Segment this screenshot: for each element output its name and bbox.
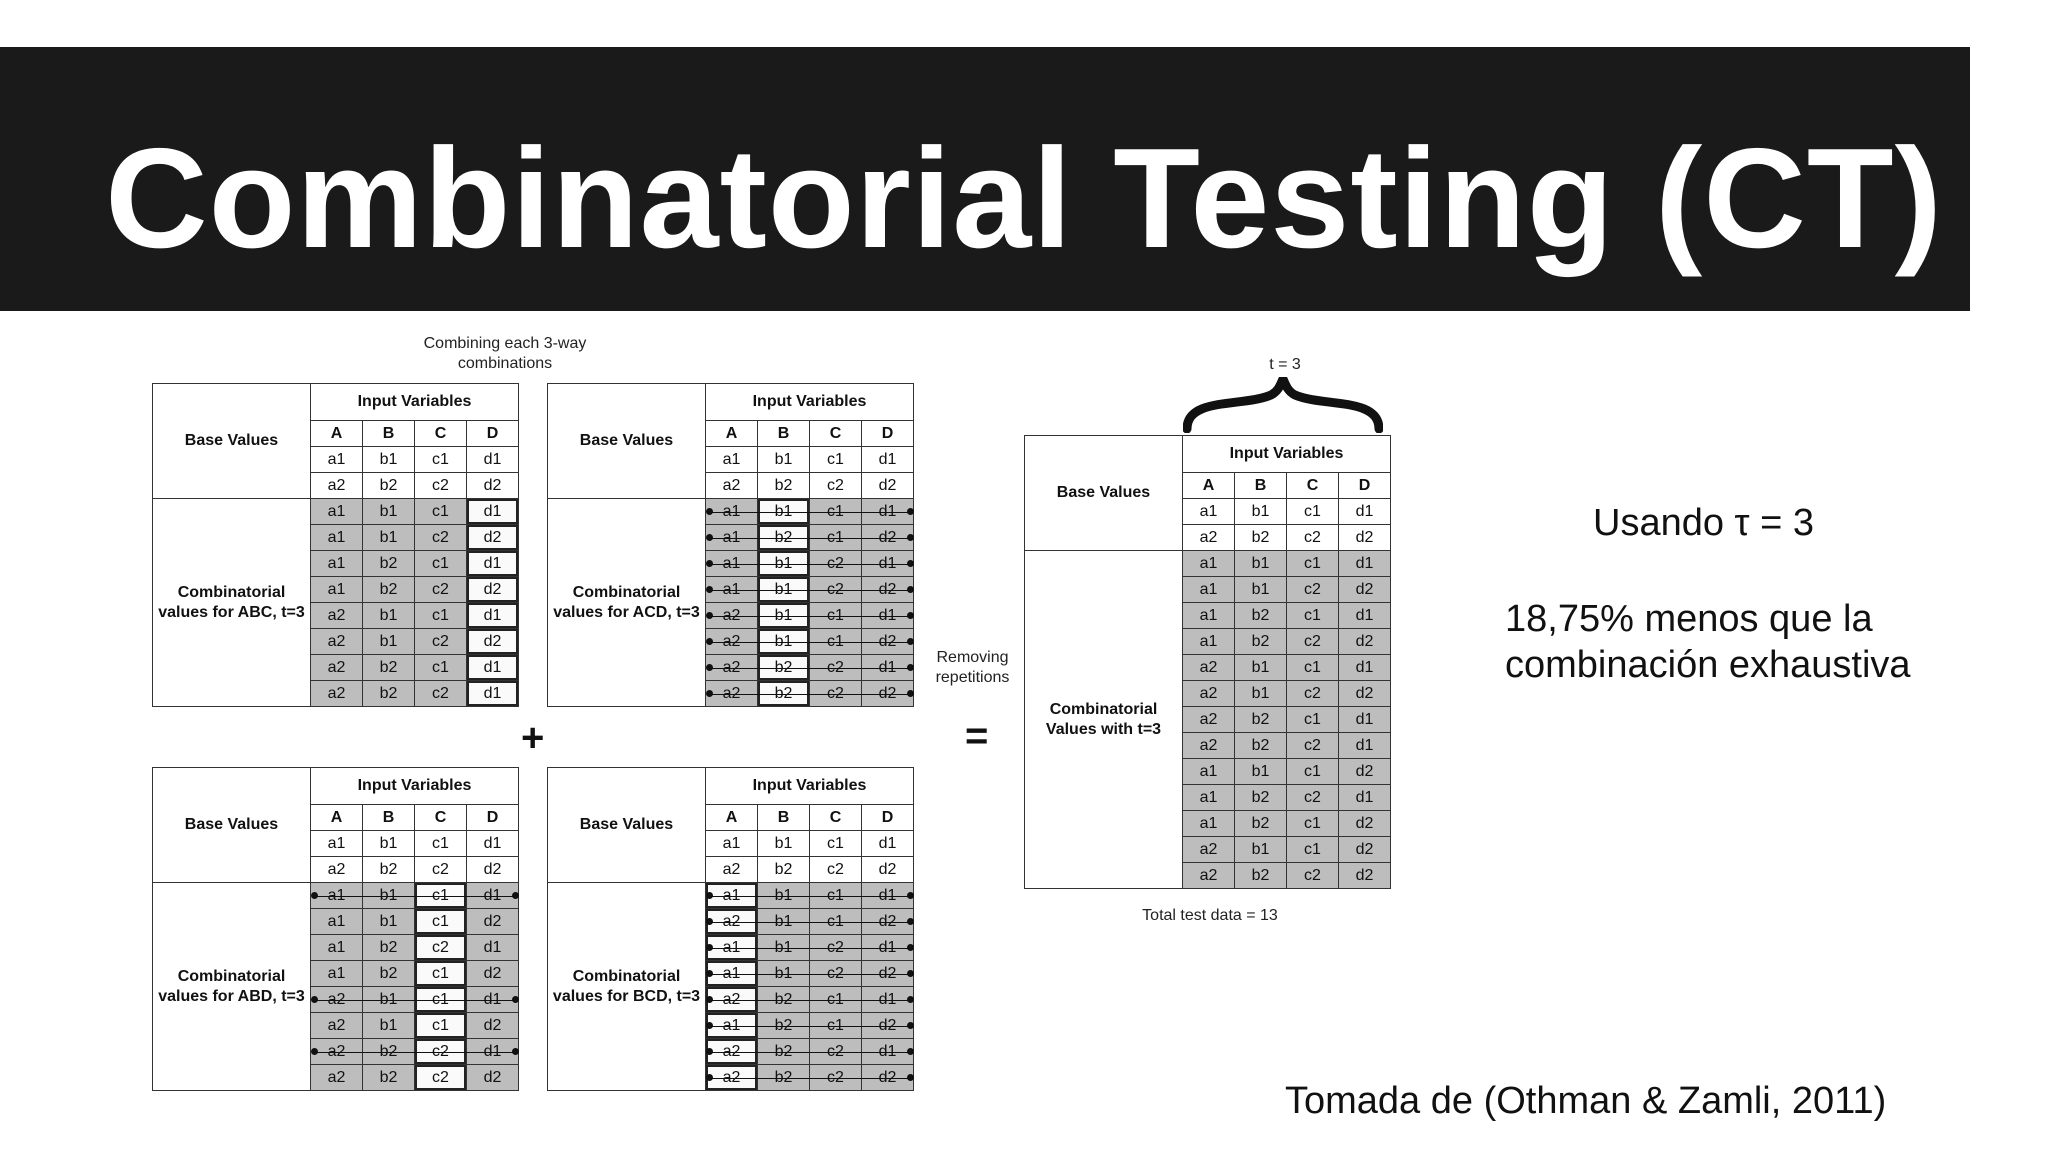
table-row: [153, 499, 519, 525]
value-cell: d2: [1339, 577, 1391, 603]
value-cell: a2: [311, 603, 363, 629]
value-cell: d1: [862, 987, 914, 1013]
value-cell: b2: [1235, 785, 1287, 811]
value-cell: b2: [1235, 603, 1287, 629]
value-cell: a2: [311, 1013, 363, 1039]
value-cell: b1: [363, 909, 415, 935]
value-cell: c2: [810, 1039, 862, 1065]
variable-header: A: [311, 421, 363, 447]
value-cell: d1: [1339, 785, 1391, 811]
base-value-cell: d2: [467, 857, 519, 883]
value-cell: d2: [862, 909, 914, 935]
value-cell: d2: [467, 1013, 519, 1039]
table-acd: [547, 383, 914, 707]
value-cell: d2: [467, 1065, 519, 1091]
value-cell: c1: [810, 525, 862, 551]
input-variables-header: Input Variables: [706, 768, 914, 805]
combinatorial-label: Combinatorial values for ABD, t=3: [153, 883, 311, 1091]
value-cell: c1: [1287, 603, 1339, 629]
strike-line: [710, 896, 910, 897]
table-abd: [152, 767, 519, 1091]
usando-text: Usando τ = 3: [1593, 502, 1814, 544]
strike-line: [710, 974, 910, 975]
value-cell: d1: [862, 499, 914, 525]
value-cell: c2: [1287, 629, 1339, 655]
variable-header: C: [415, 421, 467, 447]
value-cell: c1: [415, 655, 467, 681]
base-value-cell: c2: [1287, 525, 1339, 551]
value-cell: c1: [1287, 837, 1339, 863]
base-value-cell: b2: [363, 857, 415, 883]
variable-header: B: [363, 805, 415, 831]
brace-icon: [1183, 377, 1383, 433]
value-cell: b1: [1235, 577, 1287, 603]
base-values-label: Base Values: [153, 384, 311, 499]
value-cell: a2: [706, 1065, 758, 1091]
value-cell: a1: [311, 935, 363, 961]
base-value-cell: c2: [810, 473, 862, 499]
value-cell: c2: [1287, 733, 1339, 759]
value-cell: a2: [706, 603, 758, 629]
value-cell: a1: [706, 935, 758, 961]
value-cell: c1: [415, 987, 467, 1013]
value-cell: a1: [311, 551, 363, 577]
value-cell: a2: [706, 629, 758, 655]
combinatorial-label: Combinatorial values for ACD, t=3: [548, 499, 706, 707]
value-cell: b1: [758, 909, 810, 935]
base-value-cell: b1: [1235, 499, 1287, 525]
base-value-cell: d2: [862, 857, 914, 883]
value-cell: b1: [363, 987, 415, 1013]
variable-header: A: [706, 421, 758, 447]
value-cell: b1: [1235, 759, 1287, 785]
value-cell: d1: [467, 883, 519, 909]
base-value-cell: b2: [758, 857, 810, 883]
value-cell: d1: [862, 935, 914, 961]
source-text: Tomada de (Othman & Zamli, 2011): [1285, 1080, 1887, 1122]
strike-line: [710, 668, 910, 669]
base-value-cell: d1: [467, 447, 519, 473]
base-value-cell: d1: [1339, 499, 1391, 525]
base-value-cell: a2: [706, 857, 758, 883]
value-cell: a1: [1183, 551, 1235, 577]
base-value-cell: a1: [706, 447, 758, 473]
value-cell: b2: [1235, 733, 1287, 759]
base-values-label: Base Values: [548, 768, 706, 883]
base-value-cell: b2: [758, 473, 810, 499]
value-cell: d2: [862, 1013, 914, 1039]
value-cell: a1: [311, 883, 363, 909]
value-cell: a1: [311, 525, 363, 551]
value-cell: a2: [311, 655, 363, 681]
table-bcd: [547, 767, 914, 1091]
base-value-cell: d2: [1339, 525, 1391, 551]
value-cell: b1: [758, 577, 810, 603]
variable-header: C: [1287, 473, 1339, 499]
value-cell: c1: [810, 909, 862, 935]
value-cell: a1: [311, 577, 363, 603]
value-cell: d2: [1339, 811, 1391, 837]
value-cell: a2: [1183, 655, 1235, 681]
value-cell: a2: [311, 987, 363, 1013]
value-cell: b1: [363, 883, 415, 909]
value-cell: d1: [1339, 603, 1391, 629]
value-cell: b2: [758, 525, 810, 551]
value-cell: c1: [810, 603, 862, 629]
value-cell: d2: [467, 961, 519, 987]
variable-header: D: [1339, 473, 1391, 499]
value-cell: c1: [415, 1013, 467, 1039]
value-cell: a1: [706, 961, 758, 987]
variable-header: D: [467, 421, 519, 447]
base-value-cell: a2: [311, 857, 363, 883]
value-cell: d1: [467, 655, 519, 681]
value-cell: c1: [1287, 759, 1339, 785]
base-values-label: Base Values: [548, 384, 706, 499]
strike-line: [710, 538, 910, 539]
strike-line: [710, 922, 910, 923]
variable-header: D: [862, 421, 914, 447]
value-cell: c1: [810, 499, 862, 525]
value-cell: d2: [1339, 759, 1391, 785]
value-cell: b2: [363, 655, 415, 681]
variable-header: C: [810, 421, 862, 447]
value-cell: d1: [467, 1039, 519, 1065]
value-cell: d2: [467, 525, 519, 551]
value-cell: d1: [467, 499, 519, 525]
value-cell: d1: [467, 935, 519, 961]
value-cell: b1: [758, 603, 810, 629]
base-value-cell: a1: [311, 831, 363, 857]
value-cell: c1: [1287, 707, 1339, 733]
combinatorial-label: Combinatorial Values with t=3: [1025, 551, 1183, 889]
value-cell: c1: [415, 909, 467, 935]
value-cell: d1: [467, 987, 519, 1013]
value-cell: b1: [1235, 837, 1287, 863]
value-cell: b2: [363, 681, 415, 707]
value-cell: d2: [862, 577, 914, 603]
variable-header: B: [758, 421, 810, 447]
value-cell: d2: [862, 681, 914, 707]
base-value-cell: d1: [467, 831, 519, 857]
value-cell: a2: [1183, 707, 1235, 733]
value-cell: c1: [810, 629, 862, 655]
value-cell: b1: [363, 499, 415, 525]
input-variables-header: Input Variables: [311, 384, 519, 421]
value-cell: a1: [706, 577, 758, 603]
value-cell: b1: [363, 629, 415, 655]
value-cell: d2: [1339, 837, 1391, 863]
value-cell: c2: [415, 577, 467, 603]
percent-line2: combinación exhaustiva: [1505, 644, 1911, 686]
value-cell: b1: [758, 961, 810, 987]
base-value-cell: b1: [363, 447, 415, 473]
value-cell: a1: [1183, 785, 1235, 811]
value-cell: a1: [706, 525, 758, 551]
value-cell: a1: [311, 961, 363, 987]
variable-header: C: [810, 805, 862, 831]
base-value-cell: a2: [1183, 525, 1235, 551]
value-cell: b1: [1235, 655, 1287, 681]
value-cell: b1: [363, 603, 415, 629]
base-values-label: Base Values: [153, 768, 311, 883]
value-cell: c2: [810, 577, 862, 603]
strike-line: [315, 896, 515, 897]
variable-header: A: [311, 805, 363, 831]
value-cell: b2: [758, 655, 810, 681]
value-cell: c2: [1287, 577, 1339, 603]
variable-header: B: [1235, 473, 1287, 499]
value-cell: a2: [706, 655, 758, 681]
value-cell: b2: [1235, 707, 1287, 733]
base-value-cell: c2: [810, 857, 862, 883]
value-cell: d1: [1339, 733, 1391, 759]
value-cell: a2: [1183, 837, 1235, 863]
value-cell: a2: [1183, 681, 1235, 707]
value-cell: c1: [1287, 655, 1339, 681]
value-cell: b1: [758, 551, 810, 577]
value-cell: a2: [311, 681, 363, 707]
base-value-cell: c1: [1287, 499, 1339, 525]
combinatorial-label: Combinatorial values for BCD, t=3: [548, 883, 706, 1091]
t-label: t = 3: [1269, 356, 1301, 373]
value-cell: a1: [706, 1013, 758, 1039]
value-cell: b2: [1235, 629, 1287, 655]
value-cell: d2: [862, 629, 914, 655]
slide-title: Combinatorial Testing (CT): [105, 119, 1943, 278]
value-cell: c2: [415, 1039, 467, 1065]
strike-line: [315, 1052, 515, 1053]
base-value-cell: d1: [862, 447, 914, 473]
value-cell: c2: [415, 629, 467, 655]
base-value-cell: a1: [311, 447, 363, 473]
value-cell: c2: [415, 525, 467, 551]
value-cell: b1: [758, 499, 810, 525]
value-cell: d1: [1339, 707, 1391, 733]
value-cell: d1: [862, 883, 914, 909]
base-value-cell: d2: [467, 473, 519, 499]
value-cell: b2: [363, 961, 415, 987]
value-cell: a2: [1183, 863, 1235, 889]
value-cell: c1: [415, 961, 467, 987]
strike-line: [710, 512, 910, 513]
base-values-label: Base Values: [1025, 436, 1183, 551]
value-cell: a1: [1183, 577, 1235, 603]
value-cell: c1: [415, 603, 467, 629]
percent-line1: 18,75% menos que la: [1505, 598, 1873, 640]
value-cell: d1: [862, 655, 914, 681]
base-value-cell: a2: [706, 473, 758, 499]
value-cell: a2: [706, 987, 758, 1013]
combining-caption: Combining each 3-way combinations: [423, 335, 587, 372]
value-cell: c2: [810, 961, 862, 987]
base-value-cell: b2: [1235, 525, 1287, 551]
strike-line: [710, 1000, 910, 1001]
value-cell: a2: [311, 1065, 363, 1091]
base-value-cell: b1: [363, 831, 415, 857]
variable-header: D: [467, 805, 519, 831]
value-cell: b1: [758, 883, 810, 909]
value-cell: c1: [810, 987, 862, 1013]
value-cell: a2: [311, 629, 363, 655]
value-cell: b2: [363, 551, 415, 577]
base-value-cell: d2: [862, 473, 914, 499]
value-cell: a1: [1183, 759, 1235, 785]
value-cell: a1: [311, 499, 363, 525]
value-cell: b1: [1235, 681, 1287, 707]
value-cell: c2: [810, 655, 862, 681]
value-cell: b2: [363, 1039, 415, 1065]
value-cell: b2: [363, 577, 415, 603]
variable-header: A: [1183, 473, 1235, 499]
base-value-cell: a2: [311, 473, 363, 499]
strike-line: [710, 616, 910, 617]
value-cell: b2: [758, 1013, 810, 1039]
base-value-cell: c1: [415, 831, 467, 857]
value-cell: d2: [862, 525, 914, 551]
variable-header: B: [363, 421, 415, 447]
value-cell: d2: [467, 577, 519, 603]
variable-header: C: [415, 805, 467, 831]
base-value-cell: b2: [363, 473, 415, 499]
strike-line: [710, 590, 910, 591]
value-cell: c2: [1287, 863, 1339, 889]
strike-line: [710, 1052, 910, 1053]
value-cell: c1: [810, 883, 862, 909]
base-value-cell: c1: [810, 447, 862, 473]
value-cell: a2: [311, 1039, 363, 1065]
base-value-cell: b1: [758, 447, 810, 473]
value-cell: a1: [706, 551, 758, 577]
value-cell: a1: [1183, 603, 1235, 629]
value-cell: b2: [1235, 811, 1287, 837]
value-cell: a2: [706, 1039, 758, 1065]
value-cell: b2: [363, 1065, 415, 1091]
removing-caption: Removing repetitions: [935, 649, 1010, 686]
base-value-cell: b1: [758, 831, 810, 857]
strike-line: [710, 1026, 910, 1027]
input-variables-header: Input Variables: [311, 768, 519, 805]
value-cell: b1: [1235, 551, 1287, 577]
base-value-cell: d1: [862, 831, 914, 857]
value-cell: a2: [706, 909, 758, 935]
value-cell: d2: [862, 961, 914, 987]
value-cell: c2: [1287, 681, 1339, 707]
value-cell: d2: [467, 629, 519, 655]
value-cell: d2: [1339, 863, 1391, 889]
value-cell: d1: [1339, 551, 1391, 577]
value-cell: c1: [415, 883, 467, 909]
value-cell: c1: [810, 1013, 862, 1039]
value-cell: c2: [1287, 785, 1339, 811]
base-value-cell: a1: [1183, 499, 1235, 525]
table-result: [1024, 435, 1391, 889]
value-cell: b2: [758, 1039, 810, 1065]
value-cell: d1: [467, 551, 519, 577]
value-cell: a1: [706, 499, 758, 525]
value-cell: d2: [1339, 681, 1391, 707]
value-cell: d1: [862, 1039, 914, 1065]
total-caption: Total test data = 13: [1142, 907, 1278, 924]
variable-header: A: [706, 805, 758, 831]
strike-line: [710, 1078, 910, 1079]
value-cell: a1: [706, 883, 758, 909]
table-row: [1025, 551, 1391, 577]
base-value-cell: c1: [810, 831, 862, 857]
value-cell: a1: [311, 909, 363, 935]
value-cell: b2: [1235, 863, 1287, 889]
base-value-cell: c2: [415, 857, 467, 883]
variable-header: D: [862, 805, 914, 831]
value-cell: c2: [810, 681, 862, 707]
value-cell: b2: [758, 1065, 810, 1091]
variable-header: B: [758, 805, 810, 831]
value-cell: c1: [1287, 551, 1339, 577]
value-cell: b2: [758, 681, 810, 707]
value-cell: a2: [1183, 733, 1235, 759]
value-cell: d1: [467, 681, 519, 707]
base-value-cell: c1: [415, 447, 467, 473]
value-cell: c1: [1287, 811, 1339, 837]
value-cell: c2: [415, 1065, 467, 1091]
value-cell: c2: [415, 681, 467, 707]
table-abc: [152, 383, 519, 707]
strike-line: [710, 694, 910, 695]
value-cell: c2: [415, 935, 467, 961]
value-cell: b2: [363, 935, 415, 961]
value-cell: c1: [415, 499, 467, 525]
strike-line: [710, 948, 910, 949]
value-cell: d1: [862, 603, 914, 629]
value-cell: d2: [862, 1065, 914, 1091]
input-variables-header: Input Variables: [1183, 436, 1391, 473]
value-cell: d1: [467, 603, 519, 629]
equals-operator: =: [965, 714, 989, 758]
base-value-cell: c2: [415, 473, 467, 499]
strike-line: [710, 564, 910, 565]
value-cell: d1: [1339, 655, 1391, 681]
value-cell: c1: [415, 551, 467, 577]
strike-line: [710, 642, 910, 643]
value-cell: c2: [810, 935, 862, 961]
value-cell: b1: [758, 935, 810, 961]
value-cell: d2: [467, 909, 519, 935]
base-value-cell: a1: [706, 831, 758, 857]
value-cell: b1: [363, 525, 415, 551]
value-cell: d1: [862, 551, 914, 577]
value-cell: a1: [1183, 629, 1235, 655]
value-cell: b2: [758, 987, 810, 1013]
value-cell: d2: [1339, 629, 1391, 655]
combinatorial-label: Combinatorial values for ABC, t=3: [153, 499, 311, 707]
value-cell: a1: [1183, 811, 1235, 837]
strike-line: [315, 1000, 515, 1001]
value-cell: b1: [363, 1013, 415, 1039]
value-cell: c2: [810, 551, 862, 577]
input-variables-header: Input Variables: [706, 384, 914, 421]
value-cell: c2: [810, 1065, 862, 1091]
plus-operator: +: [521, 716, 545, 760]
value-cell: b1: [758, 629, 810, 655]
value-cell: a2: [706, 681, 758, 707]
